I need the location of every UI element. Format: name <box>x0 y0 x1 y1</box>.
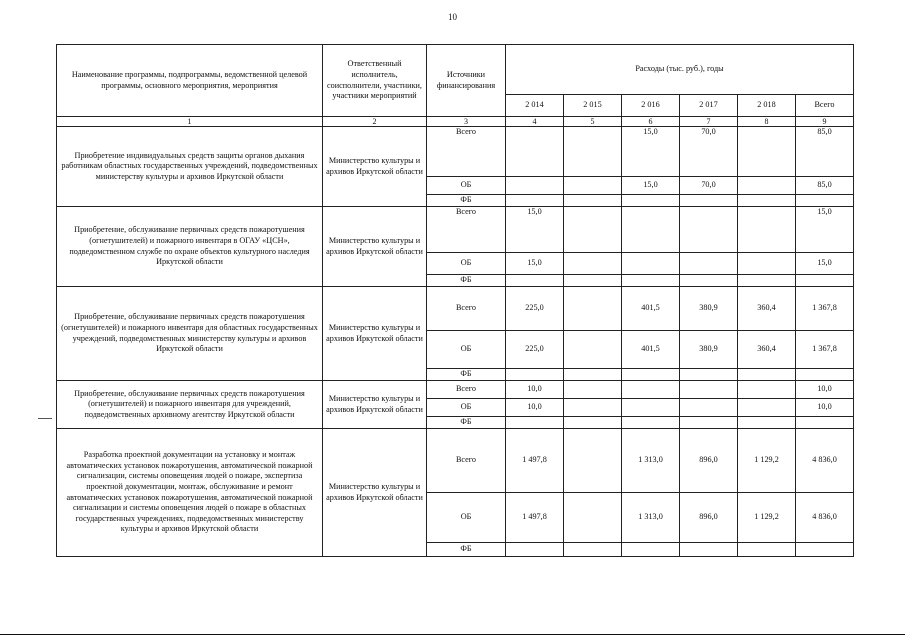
expense-value <box>564 253 622 275</box>
table-row <box>57 287 854 331</box>
expense-value: 1 497,8 <box>506 429 564 493</box>
expense-value: 85,0 <box>796 127 854 177</box>
expense-value <box>680 399 738 417</box>
year-2015: 2 015 <box>564 95 622 117</box>
funding-source: ФБ <box>427 275 506 287</box>
expense-value <box>622 275 680 287</box>
expense-value: 4 836,0 <box>796 429 854 493</box>
expense-value <box>680 275 738 287</box>
expense-value <box>564 177 622 195</box>
expense-value: 15,0 <box>796 207 854 253</box>
expense-value <box>506 369 564 381</box>
expense-value: 1 313,0 <box>622 429 680 493</box>
expense-value <box>680 381 738 399</box>
funding-source: Всего <box>427 207 506 253</box>
expense-value <box>564 275 622 287</box>
funding-source: Всего <box>427 381 506 399</box>
funding-source: ОБ <box>427 331 506 369</box>
responsible-executor: Министерство культуры и архивов Иркутской области <box>323 127 427 207</box>
expense-value <box>506 195 564 207</box>
expense-value: 896,0 <box>680 493 738 543</box>
funding-source: ОБ <box>427 399 506 417</box>
funding-source: ФБ <box>427 543 506 557</box>
program-name: Приобретение, обслуживание первичных средств пожаротушения (огнетушителей) и пожарного инвентаря для учреждений, подведомственных архивному агентству Иркутской области <box>57 381 323 429</box>
page-bottom-line <box>0 634 905 635</box>
expense-value <box>564 331 622 369</box>
expense-value <box>738 207 796 253</box>
year-2016: 2 016 <box>622 95 680 117</box>
expense-value <box>622 253 680 275</box>
expense-value <box>796 543 854 557</box>
year-total: Всего <box>796 95 854 117</box>
expense-value: 225,0 <box>506 331 564 369</box>
expense-value <box>506 275 564 287</box>
header-responsible: Ответственный исполнитель, соисполнители, участники, участники мероприятий <box>323 45 427 117</box>
col-number: 5 <box>564 117 622 127</box>
program-name: Приобретение, обслуживание первичных средств пожаротушения (огнетушителей) и пожарного инвентаря для областных государственных учреждений, подведомственных министерству культуры и архивов Иркутской области <box>57 287 323 381</box>
expense-value: 15,0 <box>622 177 680 195</box>
expense-value <box>564 207 622 253</box>
header-expenses: Расходы (тыс. руб.), годы <box>506 45 854 95</box>
expense-value <box>796 195 854 207</box>
page-number: 10 <box>448 12 457 22</box>
header-name: Наименование программы, подпрограммы, ведомственной целевой программы, основного мероприятия, мероприятия <box>57 45 323 117</box>
col-number: 6 <box>622 117 680 127</box>
expense-value <box>564 399 622 417</box>
margin-mark <box>38 418 52 419</box>
program-name: Приобретение, обслуживание первичных средств пожаротушения (огнетушителей) и пожарного инвентаря в ОГАУ «ЦСН», подведомственном службе по охране объектов культурного наследия Иркутской области <box>57 207 323 287</box>
expense-value <box>622 381 680 399</box>
responsible-executor: Министерство культуры и архивов Иркутской области <box>323 429 427 557</box>
expense-value <box>738 369 796 381</box>
expense-value <box>738 399 796 417</box>
expense-value: 10,0 <box>796 399 854 417</box>
expense-value <box>622 417 680 429</box>
expense-value <box>564 417 622 429</box>
expense-value: 10,0 <box>506 381 564 399</box>
expense-value: 70,0 <box>680 127 738 177</box>
expense-value: 1 313,0 <box>622 493 680 543</box>
expense-value <box>738 127 796 177</box>
expense-value <box>680 369 738 381</box>
expense-value <box>796 369 854 381</box>
expense-value <box>622 399 680 417</box>
expense-value <box>564 127 622 177</box>
expense-value <box>680 253 738 275</box>
responsible-executor: Министерство культуры и архивов Иркутской области <box>323 207 427 287</box>
expense-value: 225,0 <box>506 287 564 331</box>
funding-source: ОБ <box>427 493 506 543</box>
col-number: 8 <box>738 117 796 127</box>
expense-value <box>680 207 738 253</box>
expense-value <box>506 543 564 557</box>
program-name: Разработка проектной документации на установку и монтаж автоматических установок пожаротушения, автоматической пожарной сигнализации, системы оповещения людей о пожаре, экспертиза проектной документации, монтаж, обслуживание и ремонт автоматических установок пожаротушения, автоматической пожарной сигнализации и системы оповещения людей о пожаре в областных государственных учреждениях, подведомственных министерству культуры и архивов Иркутской области <box>57 429 323 557</box>
col-number: 2 <box>323 117 427 127</box>
expense-value <box>564 543 622 557</box>
col-number: 7 <box>680 117 738 127</box>
expense-value <box>738 177 796 195</box>
expense-value <box>622 543 680 557</box>
funding-source: Всего <box>427 429 506 493</box>
expense-value <box>564 369 622 381</box>
expense-value: 380,9 <box>680 287 738 331</box>
expense-value <box>622 207 680 253</box>
expense-value: 360,4 <box>738 331 796 369</box>
expense-value <box>506 177 564 195</box>
expense-value: 15,0 <box>622 127 680 177</box>
expense-value: 380,9 <box>680 331 738 369</box>
expense-value: 896,0 <box>680 429 738 493</box>
expenses-table <box>56 44 854 557</box>
funding-source: Всего <box>427 127 506 177</box>
expense-value <box>564 381 622 399</box>
expense-value: 70,0 <box>680 177 738 195</box>
expense-value <box>796 417 854 429</box>
table-row <box>57 429 854 493</box>
header-source: Источники финансирования <box>427 45 506 117</box>
expense-value <box>622 195 680 207</box>
responsible-executor: Министерство культуры и архивов Иркутской области <box>323 287 427 381</box>
expense-value: 401,5 <box>622 331 680 369</box>
expense-value <box>506 127 564 177</box>
expense-value: 1 367,8 <box>796 287 854 331</box>
funding-source: ФБ <box>427 417 506 429</box>
expense-value <box>506 417 564 429</box>
expense-value: 85,0 <box>796 177 854 195</box>
expense-value <box>738 195 796 207</box>
responsible-executor: Министерство культуры и архивов Иркутской области <box>323 381 427 429</box>
expense-value: 15,0 <box>506 253 564 275</box>
year-2017: 2 017 <box>680 95 738 117</box>
year-2014: 2 014 <box>506 95 564 117</box>
expense-value <box>738 275 796 287</box>
funding-source: ОБ <box>427 253 506 275</box>
expense-value: 1 129,2 <box>738 493 796 543</box>
expense-value <box>738 543 796 557</box>
year-2018: 2 018 <box>738 95 796 117</box>
funding-source: ФБ <box>427 369 506 381</box>
expense-value: 1 367,8 <box>796 331 854 369</box>
col-number: 9 <box>796 117 854 127</box>
program-name: Приобретение индивидуальных средств защиты органов дыхания работникам областных государственных учреждений, подведомственных министерству культуры и архивов Иркутской области <box>57 127 323 207</box>
expense-value <box>680 195 738 207</box>
expense-value <box>738 381 796 399</box>
expense-value: 401,5 <box>622 287 680 331</box>
table-row <box>57 127 854 177</box>
expense-value <box>622 369 680 381</box>
table-row <box>57 381 854 399</box>
col-number: 4 <box>506 117 564 127</box>
expense-value <box>564 493 622 543</box>
expense-value <box>564 287 622 331</box>
expense-value: 360,4 <box>738 287 796 331</box>
expense-value: 10,0 <box>506 399 564 417</box>
expense-value: 1 497,8 <box>506 493 564 543</box>
funding-source: ФБ <box>427 195 506 207</box>
funding-source: ОБ <box>427 177 506 195</box>
col-number: 3 <box>427 117 506 127</box>
expense-value: 15,0 <box>796 253 854 275</box>
expense-value: 1 129,2 <box>738 429 796 493</box>
col-number: 1 <box>57 117 323 127</box>
funding-source: Всего <box>427 287 506 331</box>
expense-value <box>564 429 622 493</box>
expense-value <box>738 417 796 429</box>
expense-value <box>796 275 854 287</box>
expense-value: 15,0 <box>506 207 564 253</box>
table-row <box>57 207 854 253</box>
expense-value <box>680 417 738 429</box>
expense-value <box>680 543 738 557</box>
expense-value: 4 836,0 <box>796 493 854 543</box>
expense-value <box>738 253 796 275</box>
expense-value <box>564 195 622 207</box>
expense-value: 10,0 <box>796 381 854 399</box>
